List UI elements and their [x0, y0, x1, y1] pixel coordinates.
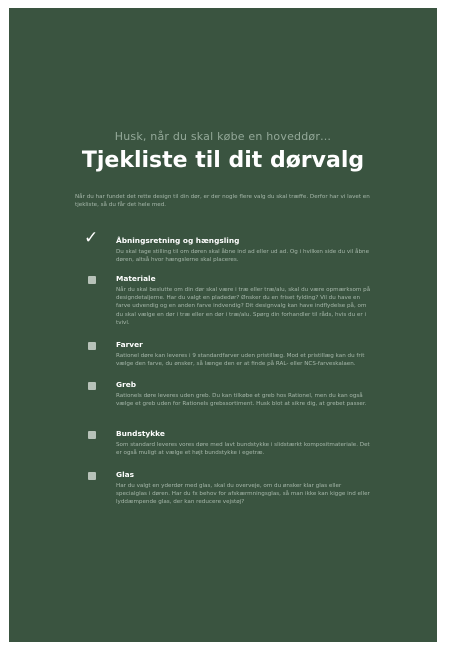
page-title: Tjekliste til dit dørvalg: [81, 148, 365, 173]
checklist-item-text: Når du skal beslutte om din dør skal være i træ eller træ/alu, skal du være opmærksom på designdetaljerne. Har du valgt en pladedør? Ønsker du en friset fylding? Vil du have en farve udvendig og en anden farve indvendig? Dit designvalg kan have indflydelse på, om du skal vælge en dør i træ eller en dør i træ/alu. Spørg din forhandler til råds, hvis du er i tvivl.: [116, 287, 371, 326]
page-subtitle: Husk, når du skal købe en hoveddør…: [114, 130, 332, 143]
checklist-item-text: Rationels døre leveres uden greb. Du kan tilkøbe et greb hos Rationel, men du kan også vælge et greb uden for Rationels grebssortiment. Husk blot at sikre dig, at grebet passer.: [116, 393, 367, 408]
checkbox-icon: [88, 431, 96, 439]
checklist-item-title: Farver: [116, 340, 143, 349]
checklist-item-title: Åbningsretning og hængsling: [116, 236, 240, 245]
checkbox-icon: [88, 342, 96, 350]
checklist-item-title: Glas: [116, 470, 134, 479]
checklist-item-title: Materiale: [116, 274, 156, 283]
document-page: [9, 8, 437, 642]
intro-paragraph: Når du har fundet det rette design til din dør, er der nogle flere valg du skal træffe. Derfor har vi lavet en tjekliste, så du får det hele med.: [75, 194, 370, 209]
checkbox-icon: [88, 382, 96, 390]
checklist-item-text: Har du valgt en yderdør med glas, skal du overveje, om du ønsker klar glas eller specialglas i døren. Har du fx behov for afskærmningsglas, så man ikke kan kigge ind eller lyddæmpende glas, der kan reducere vejstøj?: [116, 483, 370, 506]
checkmark-icon: ✓: [84, 228, 99, 248]
checklist-item-title: Bundstykke: [116, 429, 165, 438]
checklist-item-title: Greb: [116, 380, 137, 389]
checklist-item-text: Rationel døre kan leveres i 9 standardfarver uden pristillæg. Mod et pristillæg kan du frit vælge den farve, du ønsker, så længe den er at finde på RAL- eller NCS-farveskalaen.: [116, 353, 365, 368]
checklist-item-text: Du skal tage stilling til om døren skal åbne ind ad eller ud ad. Og i hvilken side du vil åbne døren, altså hvor hængslerne skal placeres.: [116, 249, 370, 264]
checkbox-icon: [88, 472, 96, 480]
checklist-item-text: Som standard leveres vores døre med lavt bundstykke i slidstærkt kompositmateriale. Det er også muligt at vælge et højt bundstykke i egetræ.: [116, 442, 370, 457]
checkbox-icon: [88, 276, 96, 284]
